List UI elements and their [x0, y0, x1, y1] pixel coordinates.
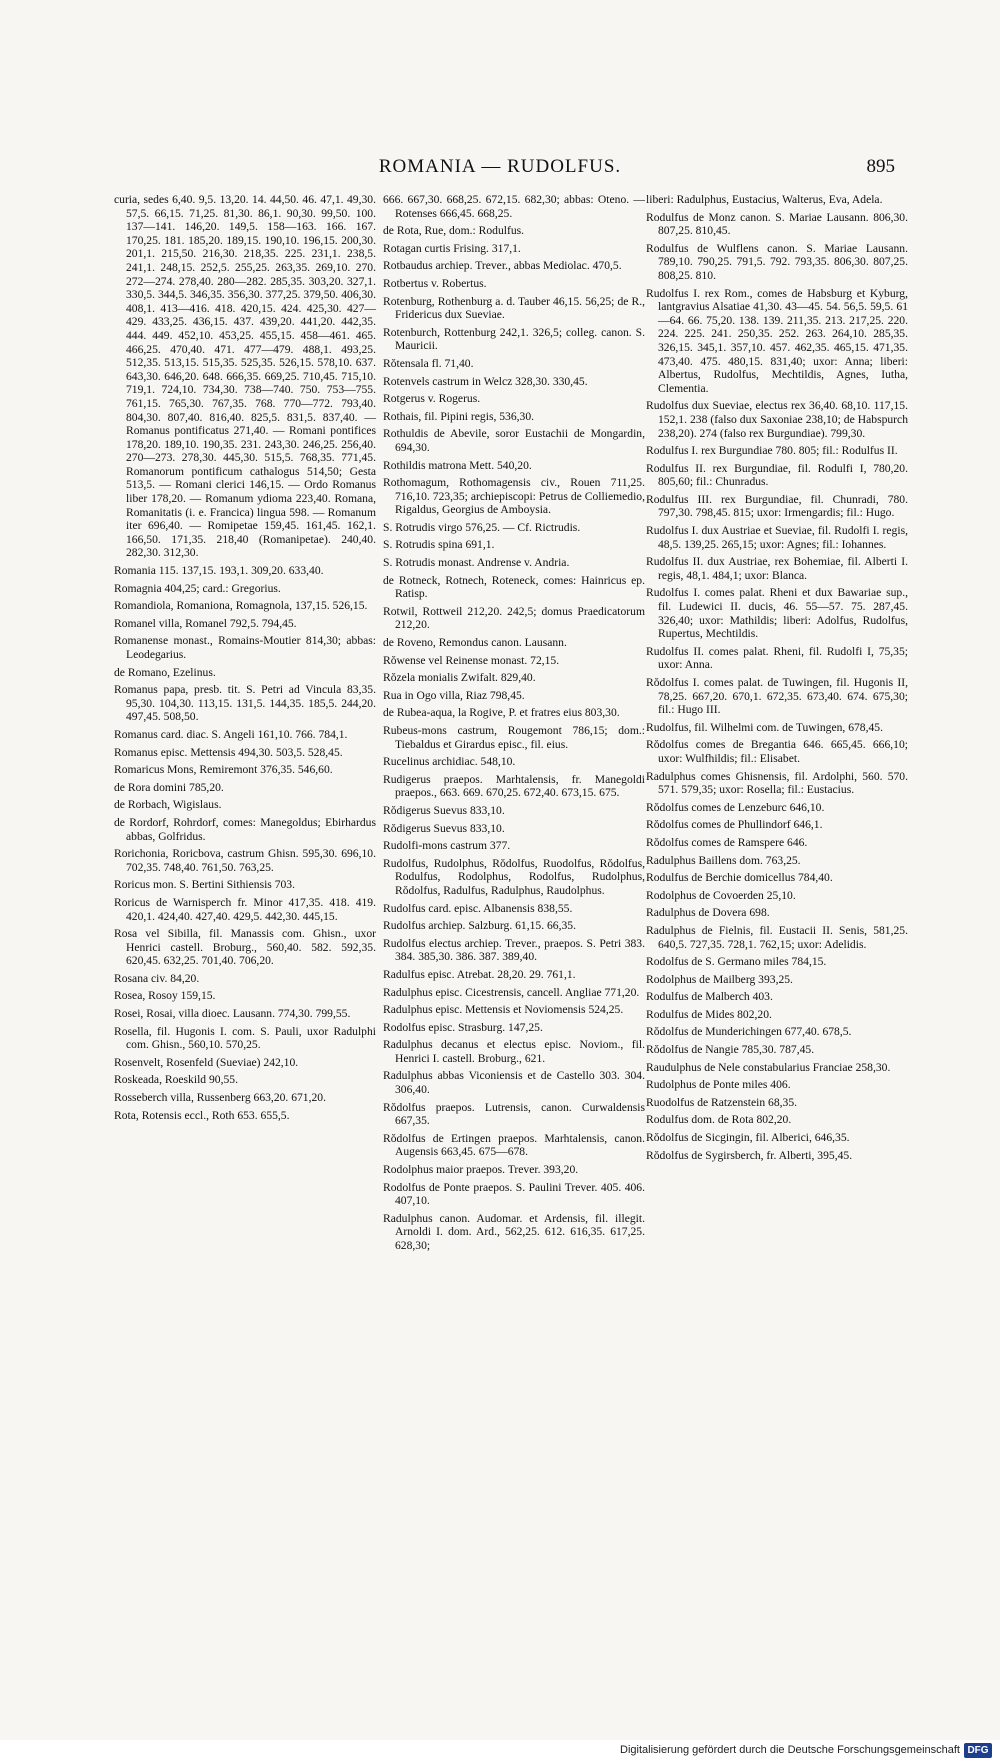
- index-entry: Romaricus Mons, Remiremont 376,35. 546,60.: [114, 763, 333, 777]
- index-entry: de Rorbach, Wigislaus.: [114, 798, 222, 812]
- index-entry: Rudigerus praepos. Marhtalensis, fr. Manegoldi praepos., 663. 669. 670,25. 672,40. 673,15. 675.: [383, 772, 645, 800]
- index-entry: Rŏdolfus I. comes palat. de Tuwingen, fil. Hugonis II, 78,25. 667,20. 670,1. 672,35. 673,40. 674. 675,30; fil.: Hugo III.: [646, 676, 908, 717]
- index-entry: Rota, Rotensis eccl., Roth 653. 655,5.: [114, 1108, 290, 1122]
- index-entry: de Rota, Rue, dom.: Rodulfus.: [383, 224, 525, 238]
- funding-credit: Digitalisierung gefördert durch die Deutsche Forschungsgemeinschaft: [620, 1744, 960, 1756]
- index-entry: Rosa vel Sibilla, fil. Manassis com. Ghisn., uxor Henrici castell. Broburg., 560,40. 582. 592,35. 620,45. 632,25. 701,40. 706,20.: [114, 927, 376, 968]
- index-entry: Rotwil, Rottweil 212,20. 242,5; domus Praedicatorum 212,20.: [383, 604, 645, 632]
- index-entry: Rucelinus archidiac. 548,10.: [383, 755, 516, 769]
- index-entry: Rotenburch, Rottenburg 242,1. 326,5; colleg. canon. S. Mauricii.: [383, 325, 645, 353]
- running-title: ROMANIA — RUDOLFUS.: [378, 156, 622, 177]
- index-entry: Rudolfus I. dux Austriae et Sueviae, fil. Rudolfi I. regis, 48,5. 139,25. 265,15; uxor: Agnes; fil.: Iohannes.: [646, 524, 908, 551]
- index-entry: Rodolfus episc. Strasburg. 147,25.: [383, 1020, 543, 1034]
- index-entry: Roricus mon. S. Bertini Sithiensis 703.: [114, 878, 295, 892]
- index-entry: Rŏwense vel Reinense monast. 72,15.: [383, 653, 560, 667]
- index-entry: de Romano, Ezelinus.: [114, 665, 216, 679]
- index-entry: Rotgerus v. Rogerus.: [383, 392, 481, 406]
- index-entry: Rŏdolfus praepos. Lutrensis, canon. Curwaldensis 667,35.: [383, 1100, 645, 1128]
- index-entry: Rŏdolfus de Ertingen praepos. Marhtalensis, canon. Augensis 663,45. 675—678.: [383, 1131, 645, 1159]
- index-entry: Rŏdolfus de Sygirsberch, fr. Alberti, 395,45.: [646, 1148, 853, 1162]
- index-entry: Romania 115. 137,15. 193,1. 309,20. 633,40.: [114, 564, 324, 578]
- index-entry: Rotagan curtis Frising. 317,1.: [383, 241, 521, 255]
- footer-bar: [0, 1740, 1000, 1762]
- index-entry: Romanus card. diac. S. Angeli 161,10. 766. 784,1.: [114, 727, 348, 741]
- index-entry: Rŏdolfus comes de Phullindorf 646,1.: [646, 818, 823, 832]
- index-entry: Radulfus episc. Atrebat. 28,20. 29. 761,1.: [383, 967, 576, 981]
- index-entry: Rodolphus de Covoerden 25,10.: [646, 888, 796, 902]
- index-entry: de Rora domini 785,20.: [114, 780, 224, 794]
- index-entry: Rudolphus de Ponte miles 406.: [646, 1078, 791, 1092]
- index-entry: Radulphus de Dovera 698.: [646, 906, 770, 920]
- index-entry: S. Rotrudis virgo 576,25. — Cf. Rictrudis.: [383, 520, 581, 534]
- index-entry: Rodulfus de Wulflens canon. S. Mariae Lausann. 789,10. 790,25. 791,5. 792. 793,35. 806,30. 807,25. 808,25. 810.: [646, 241, 908, 282]
- index-entry: Radulphus Baillens dom. 763,25.: [646, 853, 801, 867]
- page-number: 895: [866, 156, 895, 177]
- index-entry: Rodulfus I. rex Burgundiae 780. 805; fil.: Rodulfus II.: [646, 444, 898, 458]
- index-entry: Rŏdigerus Suevus 833,10.: [383, 821, 505, 835]
- index-column-3: [646, 193, 908, 1166]
- index-entry: Rothomagum, Rothomagensis civ., Rouen 711,25. 716,10. 723,35; archiepiscopi: Petrus de Colliemedio, Rigaldus, Georgius de Amboysia.: [383, 476, 645, 517]
- index-entry: Rodolphus maior praepos. Trever. 393,20.: [383, 1163, 579, 1177]
- index-entry: Rua in Ogo villa, Riaz 798,45.: [383, 688, 525, 702]
- index-entry: Rudolfus I. rex Rom., comes de Habsburg et Kyburg, lantgravius Alsatiae 41,30. 43—45. 54. 56,5. 59,5. 61—64. 66. 75,20. 138. 139. 211,35. 213. 217,25. 220. 224. 225. 241. 250,35. 252. 263. 264,10. 285,35. 326,15. 345,1. 357,10. 457. 462,35. 465,15. 471,35. 473,40. 475. 480,15. 831,40; uxor: Anna; liberi: Albertus, Rudolfus, Mechtildis, Agnes, Iutha, Clementia.: [646, 286, 908, 395]
- dfg-logo: DFG: [964, 1743, 992, 1758]
- index-entry: Rudolfus II. comes palat. Rheni, fil. Rudolfi I, 75,35; uxor: Anna.: [646, 644, 908, 672]
- index-entry: Rothuldis de Abevile, soror Eustachii de Mongardin, 694,30.: [383, 427, 645, 454]
- index-entry: Romanense monast., Romains-Moutier 814,30; abbas: Leodegarius.: [114, 634, 376, 661]
- index-entry: Romandiola, Romaniona, Romagnola, 137,15. 526,15.: [114, 599, 368, 613]
- index-entry: Rŏdolfus comes de Bregantia 646. 665,45. 666,10; uxor: Wulfhildis; fil.: Elisabet.: [646, 738, 908, 765]
- index-entry: Rodolfus de S. Germano miles 784,15.: [646, 955, 827, 969]
- index-entry: Romanus episc. Mettensis 494,30. 503,5. 528,45.: [114, 745, 343, 759]
- page-header: [0, 154, 1000, 184]
- index-column-1: [114, 193, 376, 1126]
- index-entry: Rosella, fil. Hugonis I. com. S. Pauli, uxor Radulphi com. Ghisn., 560,10. 570,25.: [114, 1024, 376, 1052]
- index-entry: Rudolfus archiep. Salzburg. 61,15. 66,35.: [383, 919, 576, 933]
- index-entry: Rudolfus II. dux Austriae, rex Bohemiae, fil. Alberti I. regis, 48,1. 484,1; uxor: Blanca.: [646, 555, 908, 582]
- index-entry: curia, sedes 6,40. 9,5. 13,20. 14. 44,50. 46. 47,1. 49,30. 57,5. 66,15. 71,25. 81,30. 86,1. 90,30. 99,50. 100. 137—141. 146,20. 149,5. 158—163. 166. 167. 170,25. 181. 185,20. 189,15. 190,10. 196,15. 200,30. 201,1. 215,50. 216,30. 218,35. 225. 231,1. 238,5. 241,1. 248,15. 252,5. 255,25. 263,35. 269,10. 270. 272—274. 278,40. 280—282. 285,35. 303,20. 327,1. 330,5. 344,5. 346,35. 356,30. 377,25. 379,50. 406,30. 408,1. 413—416. 418. 420,15. 424. 425,30. 427—429. 433,25. 436,15. 437. 439,20. 441,20. 442,35. 444. 449. 452,10. 453,25. 455,15. 458—461. 465. 466,25. 470,40. 471. 477—479. 488,1. 493,25. 512,35. 513,15. 515,35. 525,35. 526,15. 578,10. 637. 643,30. 646,20. 648. 666,35. 669,25. 710,45. 715,10. 719,1. 724,10. 734,30. 738—740. 750. 753—755. 761,15. 765,30. 767,35. 768. 770—772. 793,40. 804,30. 807,40. 816,40. 825,5. 831,5. 837,40. — Romanus pontificatus 271,40. — Romani pontifices 178,20. 189,10. 190,35. 231. 243,30. 246,25. 256,40. 270—273. 278,30. 445,30. 515,5. 768,35. 771,45. Romanorum pontificum cathalogus 514,50; Gesta 513,5. — Romani clerici 146,15. — Ordo Romanus liber 178,20. — Romanum ydioma 223,40. Romana, Romanitatis (i. e. Francica) lingua 598. — Romanum iter 696,40. — Romipetae 159,45. 161,45. 162,1. 166,50. 171,35. 218,40 (Romanipetae). 240,40. 282,30. 312,30.: [114, 193, 376, 560]
- index-entry: Rosseberch villa, Russenberg 663,20. 671,20.: [114, 1091, 326, 1105]
- index-entry: de Rordorf, Rohrdorf, comes: Manegoldus; Ebirhardus abbas, Golfridus.: [114, 815, 376, 843]
- index-entry: Radulphus comes Ghisnensis, fil. Ardolphi, 560. 570. 571. 579,35; uxor: Rosella; fil.: Eustacius.: [646, 769, 908, 797]
- index-entry: Rudolfus card. episc. Albanensis 838,55.: [383, 901, 573, 915]
- index-entry: Radulphus de Fielnis, fil. Eustacii II. Senis, 581,25. 640,5. 727,35. 728,1. 762,15; uxor: Adelidis.: [646, 923, 908, 951]
- index-entry: Rudolfus dux Sueviae, electus rex 36,40. 68,10. 117,15. 152,1. 238 (falso dux Saxoniae 238,10; de Habspurch 238,20). 274 (falso rex Burgundiae). 799,30.: [646, 399, 908, 440]
- index-entry: Rodulfus de Mides 802,20.: [646, 1007, 772, 1021]
- index-entry: de Roveno, Remondus canon. Lausann.: [383, 636, 567, 650]
- index-entry: Rodolphus de Mailberg 393,25.: [646, 972, 793, 986]
- index-entry: Romanel villa, Romanel 792,5. 794,45.: [114, 616, 297, 630]
- index-entry: Rudolfus, Rudolphus, Rŏdolfus, Ruodolfus, Rŏdolfus, Rodulfus, Rodolphus, Rodolfus, Rudolphus, Rŏdolfus, Radulfus, Radulphus, Raudolphus.: [383, 856, 645, 897]
- index-entry: Rodulfus II. rex Burgundiae, fil. Rodulfi I, 780,20. 805,60; fil.: Chunradus.: [646, 461, 908, 489]
- index-entry: Rudolfus I. comes palat. Rheni et dux Bawariae sup., fil. Ludewici II. ducis, 46. 55—57. 75. 287,45. 326,40; uxor: Mathildis; liberi: Adolfus, Rudolfus, Rupertus, Mechtildis.: [646, 586, 908, 641]
- index-entry: Radulphus episc. Cicestrensis, cancell. Angliae 771,20.: [383, 985, 640, 999]
- index-entry: de Rubea-aqua, la Rogive, P. et fratres eius 803,30.: [383, 706, 620, 720]
- index-entry: Rodulfus de Berchie domicellus 784,40.: [646, 871, 833, 885]
- index-entry: Rotbaudus archiep. Trever., abbas Mediolac. 470,5.: [383, 259, 622, 273]
- index-entry: Radulphus decanus et electus episc. Noviom., fil. Henrici I. castell. Broburg., 621.: [383, 1038, 645, 1065]
- index-entry: Raudulphus de Nele constabularius Franciae 258,30.: [646, 1060, 891, 1074]
- index-entry: Rubeus-mons castrum, Rougemont 786,15; dom.: Tiebaldus et Girardus episc., fil. eius.: [383, 724, 645, 751]
- index-entry: Rodulfus de Monz canon. S. Mariae Lausann. 806,30. 807,25. 810,45.: [646, 210, 908, 238]
- index-entry: liberi: Radulphus, Eustacius, Walterus, Eva, Adela.: [646, 193, 883, 206]
- index-entry: Rotenburg, Rothenburg a. d. Tauber 46,15. 56,25; de R., Fridericus dux Sueviae.: [383, 294, 645, 322]
- index-entry: Romanus papa, presb. tit. S. Petri ad Vincula 83,35. 95,30. 104,30. 113,15. 131,5. 144,35. 185,5. 244,20. 497,45. 508,50.: [114, 683, 376, 724]
- index-entry: Rorichonia, Roricbova, castrum Ghisn. 595,30. 696,10. 702,35. 748,40. 761,50. 763,25.: [114, 847, 376, 874]
- index-entry: Rŏzela monialis Zwifalt. 829,40.: [383, 671, 536, 685]
- index-entry: Rŏtensala fl. 71,40.: [383, 356, 474, 370]
- index-entry: Rŏdigerus Suevus 833,10.: [383, 803, 505, 817]
- index-entry: S. Rotrudis monast. Andrense v. Andria.: [383, 556, 570, 570]
- index-entry: Rodulfus III. rex Burgundiae, fil. Chunradi, 780. 797,30. 798,45. 815; uxor: Irmengardis; fil.: Hugo.: [646, 492, 908, 520]
- index-entry: de Rotneck, Rotnech, Roteneck, comes: Hainricus ep. Ratisp.: [383, 573, 645, 601]
- index-entry: Rodolfus de Ponte praepos. S. Paulini Trever. 405. 406. 407,10.: [383, 1180, 645, 1208]
- index-entry: Rothildis matrona Mett. 540,20.: [383, 458, 532, 472]
- index-entry: Rothais, fil. Pipini regis, 536,30.: [383, 409, 535, 423]
- index-entry: Rodulfus de Malberch 403.: [646, 990, 773, 1004]
- index-entry: Rŏdolfus de Munderichingen 677,40. 678,5.: [646, 1025, 852, 1039]
- index-entry: S. Rotrudis spina 691,1.: [383, 538, 495, 552]
- index-entry: Rŏdolfus de Nangie 785,30. 787,45.: [646, 1043, 815, 1057]
- index-entry: Rudolfus electus archiep. Trever., praepos. S. Petri 383. 384. 385,30. 386. 387. 389,40.: [383, 936, 645, 964]
- index-entry: Rosea, Rosoy 159,15.: [114, 989, 216, 1003]
- index-entry: Rosenvelt, Rosenfeld (Sueviae) 242,10.: [114, 1055, 299, 1069]
- index-entry: Ruodolfus de Ratzenstein 68,35.: [646, 1095, 798, 1109]
- index-entry: Rosana civ. 84,20.: [114, 971, 200, 985]
- index-entry: Rŏdolfus comes de Lenzeburc 646,10.: [646, 800, 825, 814]
- index-entry: Radulphus episc. Mettensis et Noviomensis 524,25.: [383, 1003, 624, 1017]
- index-entry: Roricus de Warnisperch fr. Minor 417,35. 418. 419. 420,1. 424,40. 427,40. 429,5. 442,30. 445,15.: [114, 895, 376, 923]
- index-entry: Rudolfus, fil. Wilhelmi com. de Tuwingen, 678,45.: [646, 720, 883, 734]
- index-entry: Romagnia 404,25; card.: Gregorius.: [114, 581, 281, 595]
- index-entry: 666. 667,30. 668,25. 672,15. 682,30; abbas: Oteno. — Rotenses 666,45. 668,25.: [383, 193, 645, 220]
- index-entry: Roskeada, Roeskild 90,55.: [114, 1073, 238, 1087]
- index-entry: Rŏdolfus comes de Ramspere 646.: [646, 835, 808, 849]
- index-entry: Rŏdolfus de Sicgingin, fil. Alberici, 646,35.: [646, 1131, 850, 1145]
- index-entry: Rotbertus v. Robertus.: [383, 276, 487, 290]
- index-entry: Radulphus abbas Viconiensis et de Castello 303. 304. 306,40.: [383, 1069, 645, 1097]
- index-entry: Rosei, Rosai, villa dioec. Lausann. 774,30. 799,55.: [114, 1007, 351, 1021]
- index-entry: Rodulfus dom. de Rota 802,20.: [646, 1113, 792, 1127]
- index-entry: Rotenvels castrum in Welcz 328,30. 330,45.: [383, 374, 588, 388]
- index-entry: Radulphus canon. Audomar. et Ardensis, fil. illegit. Arnoldi I. dom. Ard., 562,25. 612. 616,35. 617,25. 628,30;: [383, 1211, 645, 1252]
- index-entry: Rudolfi-mons castrum 377.: [383, 839, 511, 853]
- index-column-2: [383, 193, 645, 1257]
